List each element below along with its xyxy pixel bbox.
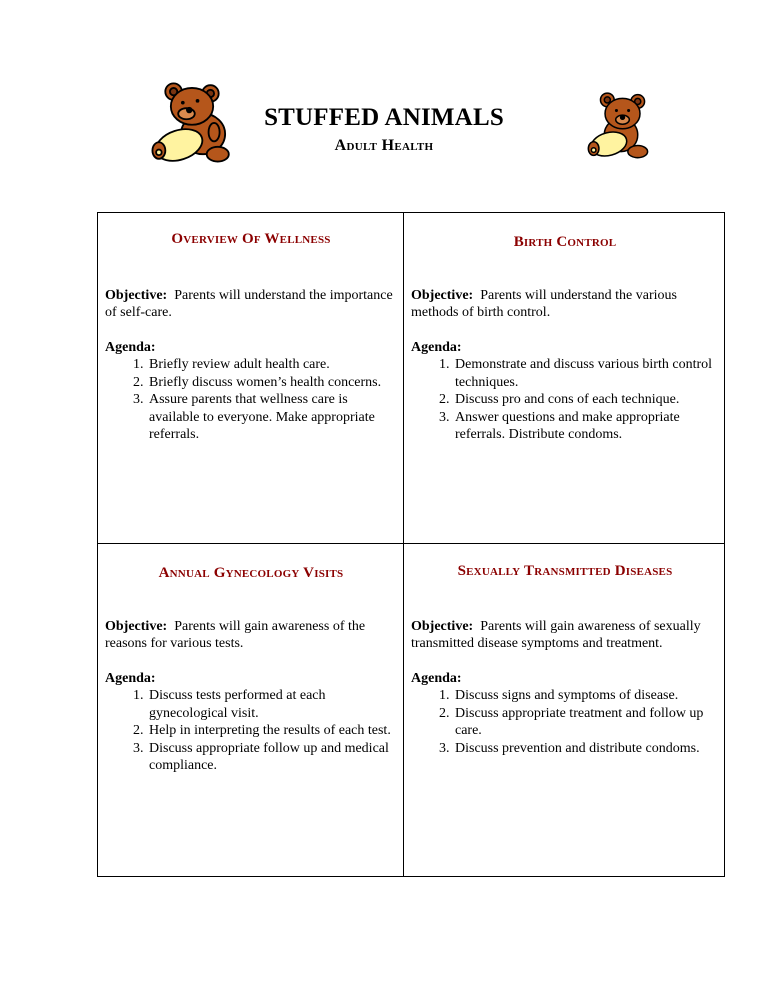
- section-objective: [411, 287, 719, 322]
- section-overview-of-wellness: [98, 213, 403, 444]
- section-agenda: [105, 670, 397, 775]
- agenda-item: 1. Discuss tests performed at each gynecological visit.: [147, 687, 397, 722]
- section-annual-gynecology-visits: [98, 544, 403, 775]
- agenda-item: 3. Answer questions and make appropriate referrals. Distribute condoms.: [453, 409, 719, 444]
- agenda-item: 3. Discuss prevention and distribute condoms.: [453, 740, 719, 758]
- page-subtitle: Adult Health: [334, 137, 434, 154]
- agenda-list: [411, 687, 719, 757]
- section-title: Overview Of Wellness: [171, 231, 331, 247]
- agenda-list: [105, 356, 397, 444]
- section-agenda: [105, 339, 397, 444]
- section-sexually-transmitted-diseases: [404, 544, 725, 757]
- objective-text: Parents will gain awareness of the reasons for various tests.: [105, 618, 366, 651]
- section-title: Annual Gynecology Visits: [158, 565, 344, 581]
- page-title: STUFFED ANIMALS: [264, 104, 504, 131]
- agenda-label: Agenda:: [105, 670, 156, 686]
- agenda-item: 2. Discuss appropriate treatment and follow up care.: [453, 705, 719, 740]
- section-objective: [105, 287, 397, 322]
- section-objective: [105, 618, 397, 653]
- sections-table: [97, 212, 725, 877]
- agenda-label: Agenda:: [411, 670, 462, 686]
- objective-label: Objective:: [411, 287, 474, 303]
- agenda-item: 1. Briefly review adult health care.: [147, 356, 397, 374]
- agenda-item: 2. Discuss pro and cons of each technique.: [453, 391, 719, 409]
- agenda-item: 1. Demonstrate and discuss various birth control techniques.: [453, 356, 719, 391]
- objective-label: Objective:: [105, 618, 168, 634]
- agenda-item: 2. Briefly discuss women’s health concerns.: [147, 374, 397, 392]
- objective-text: Parents will understand the importance of self-care.: [105, 287, 393, 320]
- section-title: Birth Control: [513, 234, 617, 250]
- agenda-item: 1. Discuss signs and symptoms of disease.: [453, 687, 719, 705]
- objective-label: Objective:: [411, 618, 474, 634]
- section-title: Sexually Transmitted Diseases: [457, 563, 673, 579]
- section-birth-control: [404, 213, 725, 444]
- objective-text: Parents will understand the various methods of birth control.: [411, 287, 677, 320]
- agenda-item: 3. Discuss appropriate follow up and medical compliance.: [147, 740, 397, 775]
- section-agenda: [411, 670, 719, 758]
- agenda-label: Agenda:: [411, 339, 462, 355]
- agenda-item: 3. Assure parents that wellness care is available to everyone. Make appropriate referrals.: [147, 391, 397, 444]
- section-agenda: [411, 339, 719, 444]
- section-objective: [411, 618, 719, 653]
- agenda-item: 2. Help in interpreting the results of each test.: [147, 722, 397, 740]
- objective-text: Parents will gain awareness of sexually transmitted disease symptoms and treatment.: [411, 618, 701, 651]
- agenda-label: Agenda:: [105, 339, 156, 355]
- agenda-list: [105, 687, 397, 775]
- agenda-list: [411, 356, 719, 444]
- objective-label: Objective:: [105, 287, 168, 303]
